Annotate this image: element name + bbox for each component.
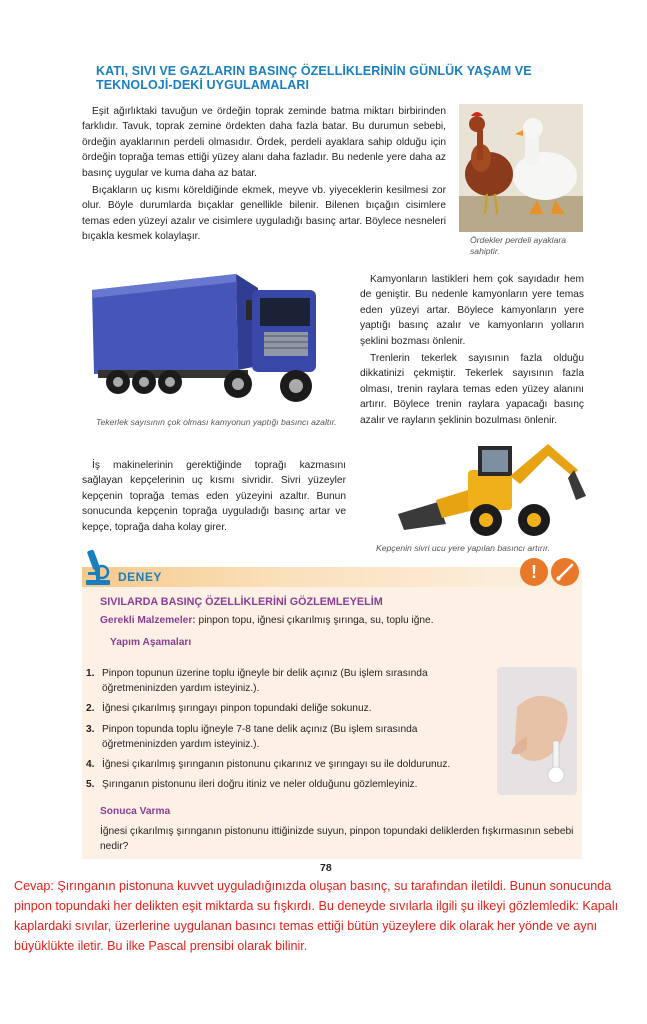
chicken-duck-photo xyxy=(459,104,583,232)
step-number: 5. xyxy=(86,779,95,791)
truck-paragraph: Kamyonların lastikleri hem çok sayıdadır hem de geniştir. Bu nedenle kamyonların yere temas eden yüzeyi artar. Böylece kamyonların yere yaptığı basınç azalır ve kamyonların yolların şeklini bozması önlenir. xyxy=(360,274,584,347)
needle-icon xyxy=(551,558,579,586)
duck-caption: Ördekler perdeli ayaklara sahiptir. xyxy=(470,235,567,256)
step-item xyxy=(86,722,484,752)
machines-text xyxy=(82,458,346,535)
step-text: Şırınganın pistonunu ileri doğru itiniz ve neler olduğunu gözlemleyiniz. xyxy=(102,779,418,791)
experiment-title: SIVILARDA BASINÇ ÖZELLİKLERİNİ GÖZLEMLEYELİM xyxy=(100,596,383,608)
page-number: 78 xyxy=(320,862,332,874)
truck-caption: Tekerlek sayısının çok olması kamyonun yaptığı basıncı azaltır. xyxy=(96,417,337,427)
intro-paragraph-2: Bıçakların uç kısmı köreldiğinde ekmek, meyve vb. yiyeceklerin kesilmesi zor olur. Böyle durumlarda bıçaklar genellikle bilenir. Bilenen bıçağın cisimlere temas eden yüzeyi azalır ve cisimlere uyguladığı basınç artar. Böylece nesneleri bıçakla kesmek kolaylaşır. xyxy=(82,185,446,243)
intro-text xyxy=(82,104,446,245)
step-item xyxy=(86,757,484,772)
excavator-caption: Kepçenin sivri ucu yere yapılan basıncı artırır. xyxy=(376,543,551,553)
microscope-icon xyxy=(84,546,112,586)
materials-label: Gerekli Malzemeler: xyxy=(100,615,196,626)
steps-title: Yapım Aşamaları xyxy=(110,637,192,648)
step-text: Pinpon topunda toplu iğneyle 7-8 tane delik açınız (Bu işlem sırasında öğretmeninizden yardım isteyiniz.). xyxy=(102,723,418,750)
step-text: Pinpon topunun üzerine toplu iğneyle bir delik açınız (Bu işlem sırasında öğretmeninizden yardım isteyiniz.). xyxy=(102,668,428,695)
machines-paragraph: İş makinelerinin gerektiğinde toprağı kazmasını sağlayan kepçelerinin uç kısmı sivridir. Sivri yüzeyler kepçenin toprağa temas eden yüzeyini azaltır. Bunun sonucunda kepçenin toprağa uyguladığı basınç artar ve kepçe, toprağa daha kolay girer. xyxy=(82,460,346,533)
answer-text: Cevap: Şırınganın pistonuna kuvvet uyguladığınızda oluşan basınç, su tarafından iletildi. Bunun sonucunda pinpon topundaki her delikten eşit miktarda su fışkırdı. Bu deneyde sıvılarla ilgili şu ilkeyi gözlemledik: Kapalı kaplardaki sıvılar, üzerlerine uygulanan basıncı temas ettiği bütün yüzeylere dik olarak her yönde ve aynı büyüklükte iletir. Bu ilke Pascal prensibi olarak bilinir. xyxy=(14,879,619,953)
excavator-photo xyxy=(398,440,588,538)
step-item xyxy=(86,701,484,716)
step-number: 4. xyxy=(86,759,95,771)
intro-paragraph-1: Eşit ağırlıktaki tavuğun ve ördeğin toprak zeminde batma miktarı birbirinden farklıdır. Tavuk, toprak zemine ördekten daha fazla batar. Bu durumun sebebi, ördeğin ayaklarının perdeli olmasıdır. Ördek, perdeli ayaklara sahip olduğu için ördeğin toprağa temas ettiği yüzey alanı daha fazladır. Bu nedenle yere daha az basınç uygular ve kuma daha az batar. xyxy=(82,106,446,179)
warning-icon: ! xyxy=(520,558,548,586)
truck-photo xyxy=(88,270,328,412)
steps-list xyxy=(86,666,484,797)
conclusion-title: Sonuca Varma xyxy=(100,806,171,817)
step-item xyxy=(86,777,484,792)
step-number: 3. xyxy=(86,723,95,735)
step-item xyxy=(86,666,484,696)
section-title: KATI, SIVI VE GAZLARIN BASINÇ ÖZELLİKLERİNİN GÜNLÜK YAŞAM VE TEKNOLOJİ-DEKİ UYGULAMALARI xyxy=(96,64,532,92)
truck-train-text xyxy=(360,272,584,428)
step-text: İğnesi çıkarılmış şırıngayı pinpon topundaki deliğe sokunuz. xyxy=(102,703,372,715)
experiment-label: DENEY xyxy=(118,570,162,584)
train-paragraph: Trenlerin tekerlek sayısının fazla olduğu dikkatinizi çekmiştir. Tekerlek sayısının fazla olması, trenin raylara temas eden yüzey alanını artırır. Böylece trenin raylara yapacağı basınç azalır ve rayların şeklinin bozulması önlenir. xyxy=(360,353,584,426)
materials-text: pinpon topu, iğnesi çıkarılmış şırınga, su, toplu iğne. xyxy=(198,615,434,626)
step-text: İğnesi çıkarılmış şırınganın pistonunu çıkarınız ve şırıngayı su ile doldurunuz. xyxy=(102,759,451,771)
step-number: 1. xyxy=(86,668,95,679)
step-number: 2. xyxy=(86,703,95,715)
conclusion-text: İğnesi çıkarılmış şırınganın pistonunu ittiğinizde suyun, pinpon topundaki deliklerden fışkırmasının sebebi nedir? xyxy=(100,826,574,853)
materials-line xyxy=(100,613,570,628)
syringe-hand-photo xyxy=(497,667,577,795)
